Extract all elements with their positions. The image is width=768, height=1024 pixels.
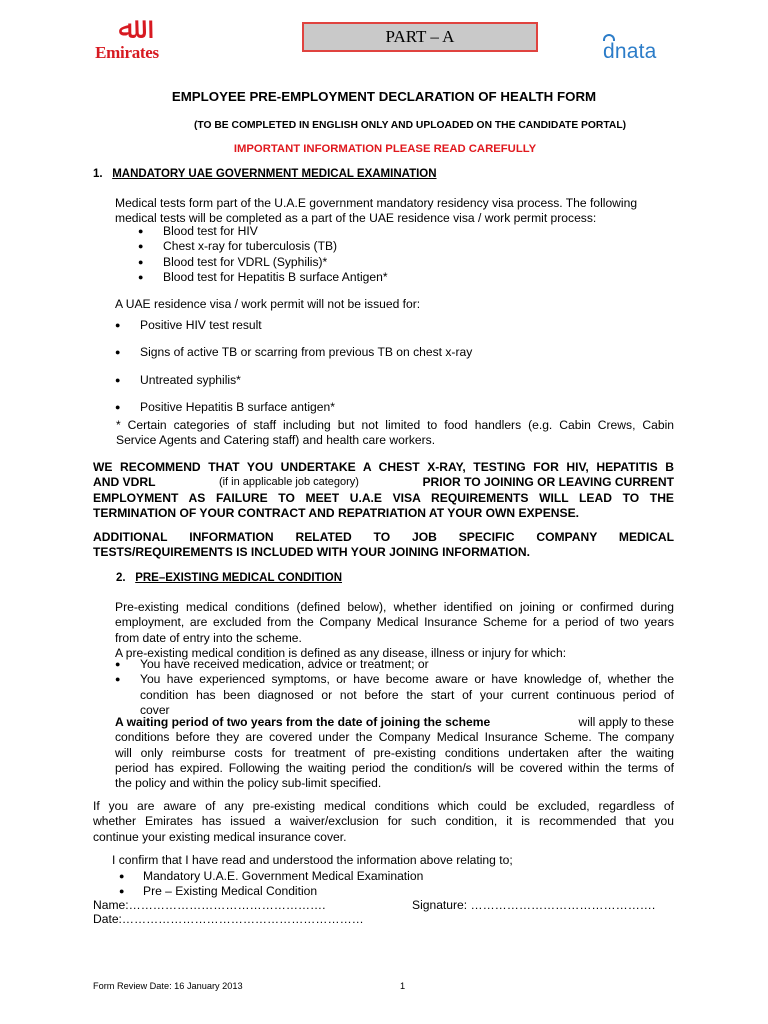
form-subtitle: (TO BE COMPLETED IN ENGLISH ONLY AND UPLOADED ON THE CANDIDATE PORTAL): [193, 120, 627, 131]
list-item: ● You have experienced symptoms, or have become aware or have knowledge of, whether the condition has been diagnosed or not before the start of your current continuous period of cover: [115, 672, 674, 717]
recommendation-block: WE RECOMMEND THAT YOU UNDERTAKE A CHEST X-RAY, TESTING FOR HIV, HEPATITIS B AND VDRL (if in applicable job category) PRIOR TO JOINING OR LEAVING CURRENT EMPLOYMENT AS FAILURE TO MEET U.A.E VISA REQUIREMENTS WILL LEAD TO THE TERMINATION OF YOUR CONTRACT AND REPATRIATION AT YOUR OWN EXPENSE.: [93, 460, 674, 520]
not-issued-intro: A UAE residence visa / work permit will not be issued for:: [115, 297, 421, 311]
form-review-date: Form Review Date: 16 January 2013: [93, 981, 243, 991]
list-item: ● Untreated syphilis*: [115, 373, 241, 387]
list-item: ● You have received medication, advice or treatment; or: [115, 657, 429, 671]
list-item: ● Blood test for VDRL (Syphilis)*: [138, 254, 328, 269]
footnote: * Certain categories of staff including but not limited to food handlers (e.g. Cabin Crews, Cabin Service Agents and Catering staff) and health care workers.: [116, 418, 674, 448]
list-item: ● Chest x-ray for tuberculosis (TB): [138, 239, 338, 254]
list-item: ● Pre – Existing Medical Condition: [119, 884, 318, 899]
important-notice: IMPORTANT INFORMATION PLEASE READ CAREFULLY: [233, 143, 537, 155]
section2-heading: [116, 572, 342, 584]
section1-intro: Medical tests form part of the U.A.E government mandatory residency visa process. The following medical tests will be completed as a part of the UAE residence visa / work permit process:: [115, 196, 638, 226]
emirates-calligraphy-icon: ﷲ: [118, 11, 136, 46]
test-list: [138, 224, 538, 285]
confirm-intro: I confirm that I have read and understood the information above relating to;: [112, 853, 513, 867]
section1-number: 1.: [93, 168, 103, 180]
list-item: ● Blood test for HIV: [138, 224, 258, 238]
emirates-logo-text: Emirates: [95, 43, 159, 62]
list-item: ● Positive Hepatitis B surface antigen*: [115, 400, 335, 414]
section1-heading: [93, 168, 437, 180]
preexisting-definition: Pre-existing medical conditions (defined below), whether identified on joining or confirmed during employment, are excluded from the Company Medical Insurance Scheme for a period of two years from date of entry into the scheme. A pre-existing medical condition is defined as any disease, illness or injury for which:: [115, 600, 674, 660]
section1-title: MANDATORY UAE GOVERNMENT MEDICAL EXAMINATION: [112, 168, 437, 180]
list-item: ● Mandatory U.A.E. Government Medical Examination: [119, 869, 424, 883]
waiting-period-paragraph: A waiting period of two years from the date of joining the scheme will apply to these conditions before they are covered under the Company Medical Insurance Scheme. The company will only reimburse costs for treatment of pre-existing conditions undertaken after the waiting period has expired. Following the waiting period the condition/s will be covered within the terms of the policy and within the policy sub-limit specified.: [115, 715, 674, 791]
form-title: EMPLOYEE PRE-EMPLOYMENT DECLARATION OF HEALTH FORM: [171, 89, 597, 104]
section2-title: PRE–EXISTING MEDICAL CONDITION: [135, 572, 342, 584]
preexisting-bullets: [115, 657, 674, 718]
list-item: ● Signs of active TB or scarring from previous TB on chest x-ray: [115, 345, 473, 359]
list-item: ● Positive HIV test result: [115, 318, 262, 332]
page-number: 1: [400, 981, 406, 991]
aware-paragraph: If you are aware of any pre-existing medical conditions which could be excluded, regardless of whether Emirates has issued a waiver/exclusion for such condition, it is recommended that you continue your existing medical insurance cover.: [93, 799, 674, 844]
part-label: PART – A: [302, 22, 538, 52]
emirates-logo: [92, 11, 162, 68]
section2-number: 2.: [116, 572, 126, 584]
dnata-arc-icon: [603, 34, 615, 41]
name-field[interactable]: Name:………………………………………….: [93, 898, 326, 912]
dnata-logo-text: dnata: [603, 40, 657, 63]
date-field[interactable]: Date:……………………………………………………: [93, 912, 364, 926]
additional-info-block: ADDITIONAL INFORMATION RELATED TO JOB SPECIFIC COMPANY MEDICAL TESTS/REQUIREMENTS IS INCLUDED WITH YOUR JOINING INFORMATION.: [93, 530, 674, 560]
confirm-list: [119, 869, 423, 900]
list-item: ● Blood test for Hepatitis B surface Antigen*: [138, 269, 388, 284]
signature-field[interactable]: Signature: ……………………………………….: [412, 898, 656, 912]
dnata-logo: [603, 40, 657, 64]
